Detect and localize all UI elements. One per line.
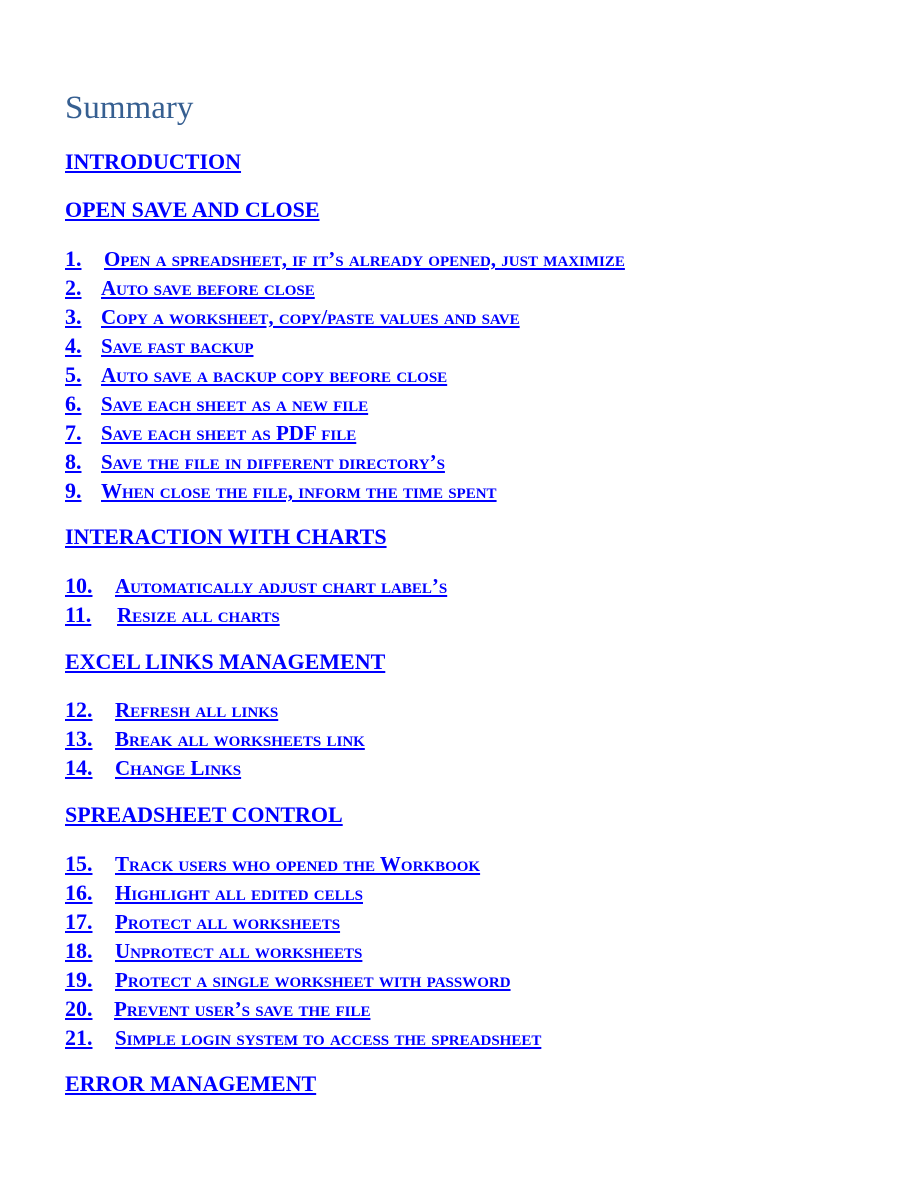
toc-item[interactable] (65, 244, 625, 273)
toc-item-label: Resize all charts (117, 603, 280, 627)
toc-item-label: Change Links (115, 756, 242, 780)
toc-item-label: Save the file in different directory’s (101, 450, 445, 474)
toc-item[interactable] (65, 753, 241, 782)
toc-item-label: Copy a worksheet, copy/paste values and save (101, 305, 520, 329)
toc-item[interactable] (65, 695, 278, 724)
toc-item[interactable] (65, 724, 365, 753)
toc-item[interactable] (65, 418, 356, 447)
toc-item-number: 15. (65, 851, 93, 876)
toc-item[interactable] (65, 389, 368, 418)
toc-item[interactable] (65, 878, 363, 907)
toc-item-label: When close the file, inform the time spent (101, 479, 497, 503)
toc-item-label: Highlight all edited cells (115, 881, 363, 905)
toc-item-number: 4. (65, 333, 82, 358)
toc-item-label: Auto save before close (101, 276, 315, 300)
toc-item[interactable] (65, 965, 511, 994)
page-title: Summary (65, 90, 194, 126)
toc-item-label: Prevent user’s save the file (114, 997, 371, 1021)
toc-section-introduction[interactable]: INTRODUCTION (65, 149, 242, 174)
toc-item-number: 16. (65, 880, 93, 905)
toc-item-number: 18. (65, 938, 93, 963)
toc-item[interactable] (65, 273, 315, 302)
toc-item-number: 20. (65, 996, 93, 1021)
toc-item-number: 11. (65, 602, 92, 627)
toc-item-label: Save fast backup (101, 334, 254, 358)
toc-item-number: 10. (65, 573, 93, 598)
toc-item-label: Save each sheet as PDF file (101, 421, 357, 445)
toc-section-excel-links-management[interactable]: EXCEL LINKS MANAGEMENT (65, 649, 386, 674)
toc-item-label: Save each sheet as a new file (101, 392, 369, 416)
toc-item-label: Simple login system to access the spreadsheet (115, 1026, 542, 1050)
toc-item[interactable] (65, 476, 497, 505)
toc-item-number: 14. (65, 755, 93, 780)
toc-item[interactable] (65, 849, 480, 878)
toc-item-number: 1. (65, 246, 82, 271)
toc-item[interactable] (65, 360, 447, 389)
toc-item-label: Track users who opened the Workbook (115, 852, 481, 876)
toc-item-label: Auto save a backup copy before close (101, 363, 448, 387)
toc-item-number: 8. (65, 449, 82, 474)
toc-item-number: 2. (65, 275, 82, 300)
toc-item-label: Automatically adjust chart label’s (115, 574, 448, 598)
toc-item-label: Protect a single worksheet with password (115, 968, 511, 992)
toc-section-spreadsheet-control[interactable]: SPREADSHEET CONTROL (65, 802, 343, 827)
toc-item-number: 6. (65, 391, 82, 416)
toc-item-number: 21. (65, 1025, 93, 1050)
toc-section-error-management[interactable]: ERROR MANAGEMENT (65, 1071, 317, 1096)
toc-item[interactable] (65, 994, 370, 1023)
toc-item[interactable] (65, 936, 362, 965)
toc-section-open-save-close[interactable]: OPEN SAVE AND CLOSE (65, 197, 320, 222)
toc-item-number: 5. (65, 362, 82, 387)
toc-item-label: Refresh all links (115, 698, 279, 722)
toc-item-number: 17. (65, 909, 93, 934)
toc-item-label: Protect all worksheets (115, 910, 341, 934)
toc-item-number: 19. (65, 967, 93, 992)
toc-item-number: 13. (65, 726, 93, 751)
toc-item[interactable] (65, 571, 447, 600)
toc-section-interaction-with-charts[interactable]: INTERACTION WITH CHARTS (65, 524, 387, 549)
toc-item-label: Break all worksheets link (115, 727, 365, 751)
toc-item[interactable] (65, 447, 445, 476)
toc-item-number: 9. (65, 478, 82, 503)
toc-item-number: 7. (65, 420, 82, 445)
toc-item[interactable] (65, 302, 520, 331)
toc-item[interactable] (65, 907, 340, 936)
toc-item-label: Open a spreadsheet, if it’s already opened, just maximize (104, 247, 625, 271)
toc-item[interactable] (65, 1023, 541, 1052)
toc-item[interactable] (65, 331, 253, 360)
toc-item-number: 3. (65, 304, 82, 329)
toc-item-number: 12. (65, 697, 93, 722)
toc-item-label: Unprotect all worksheets (115, 939, 363, 963)
toc-item[interactable] (65, 600, 280, 629)
